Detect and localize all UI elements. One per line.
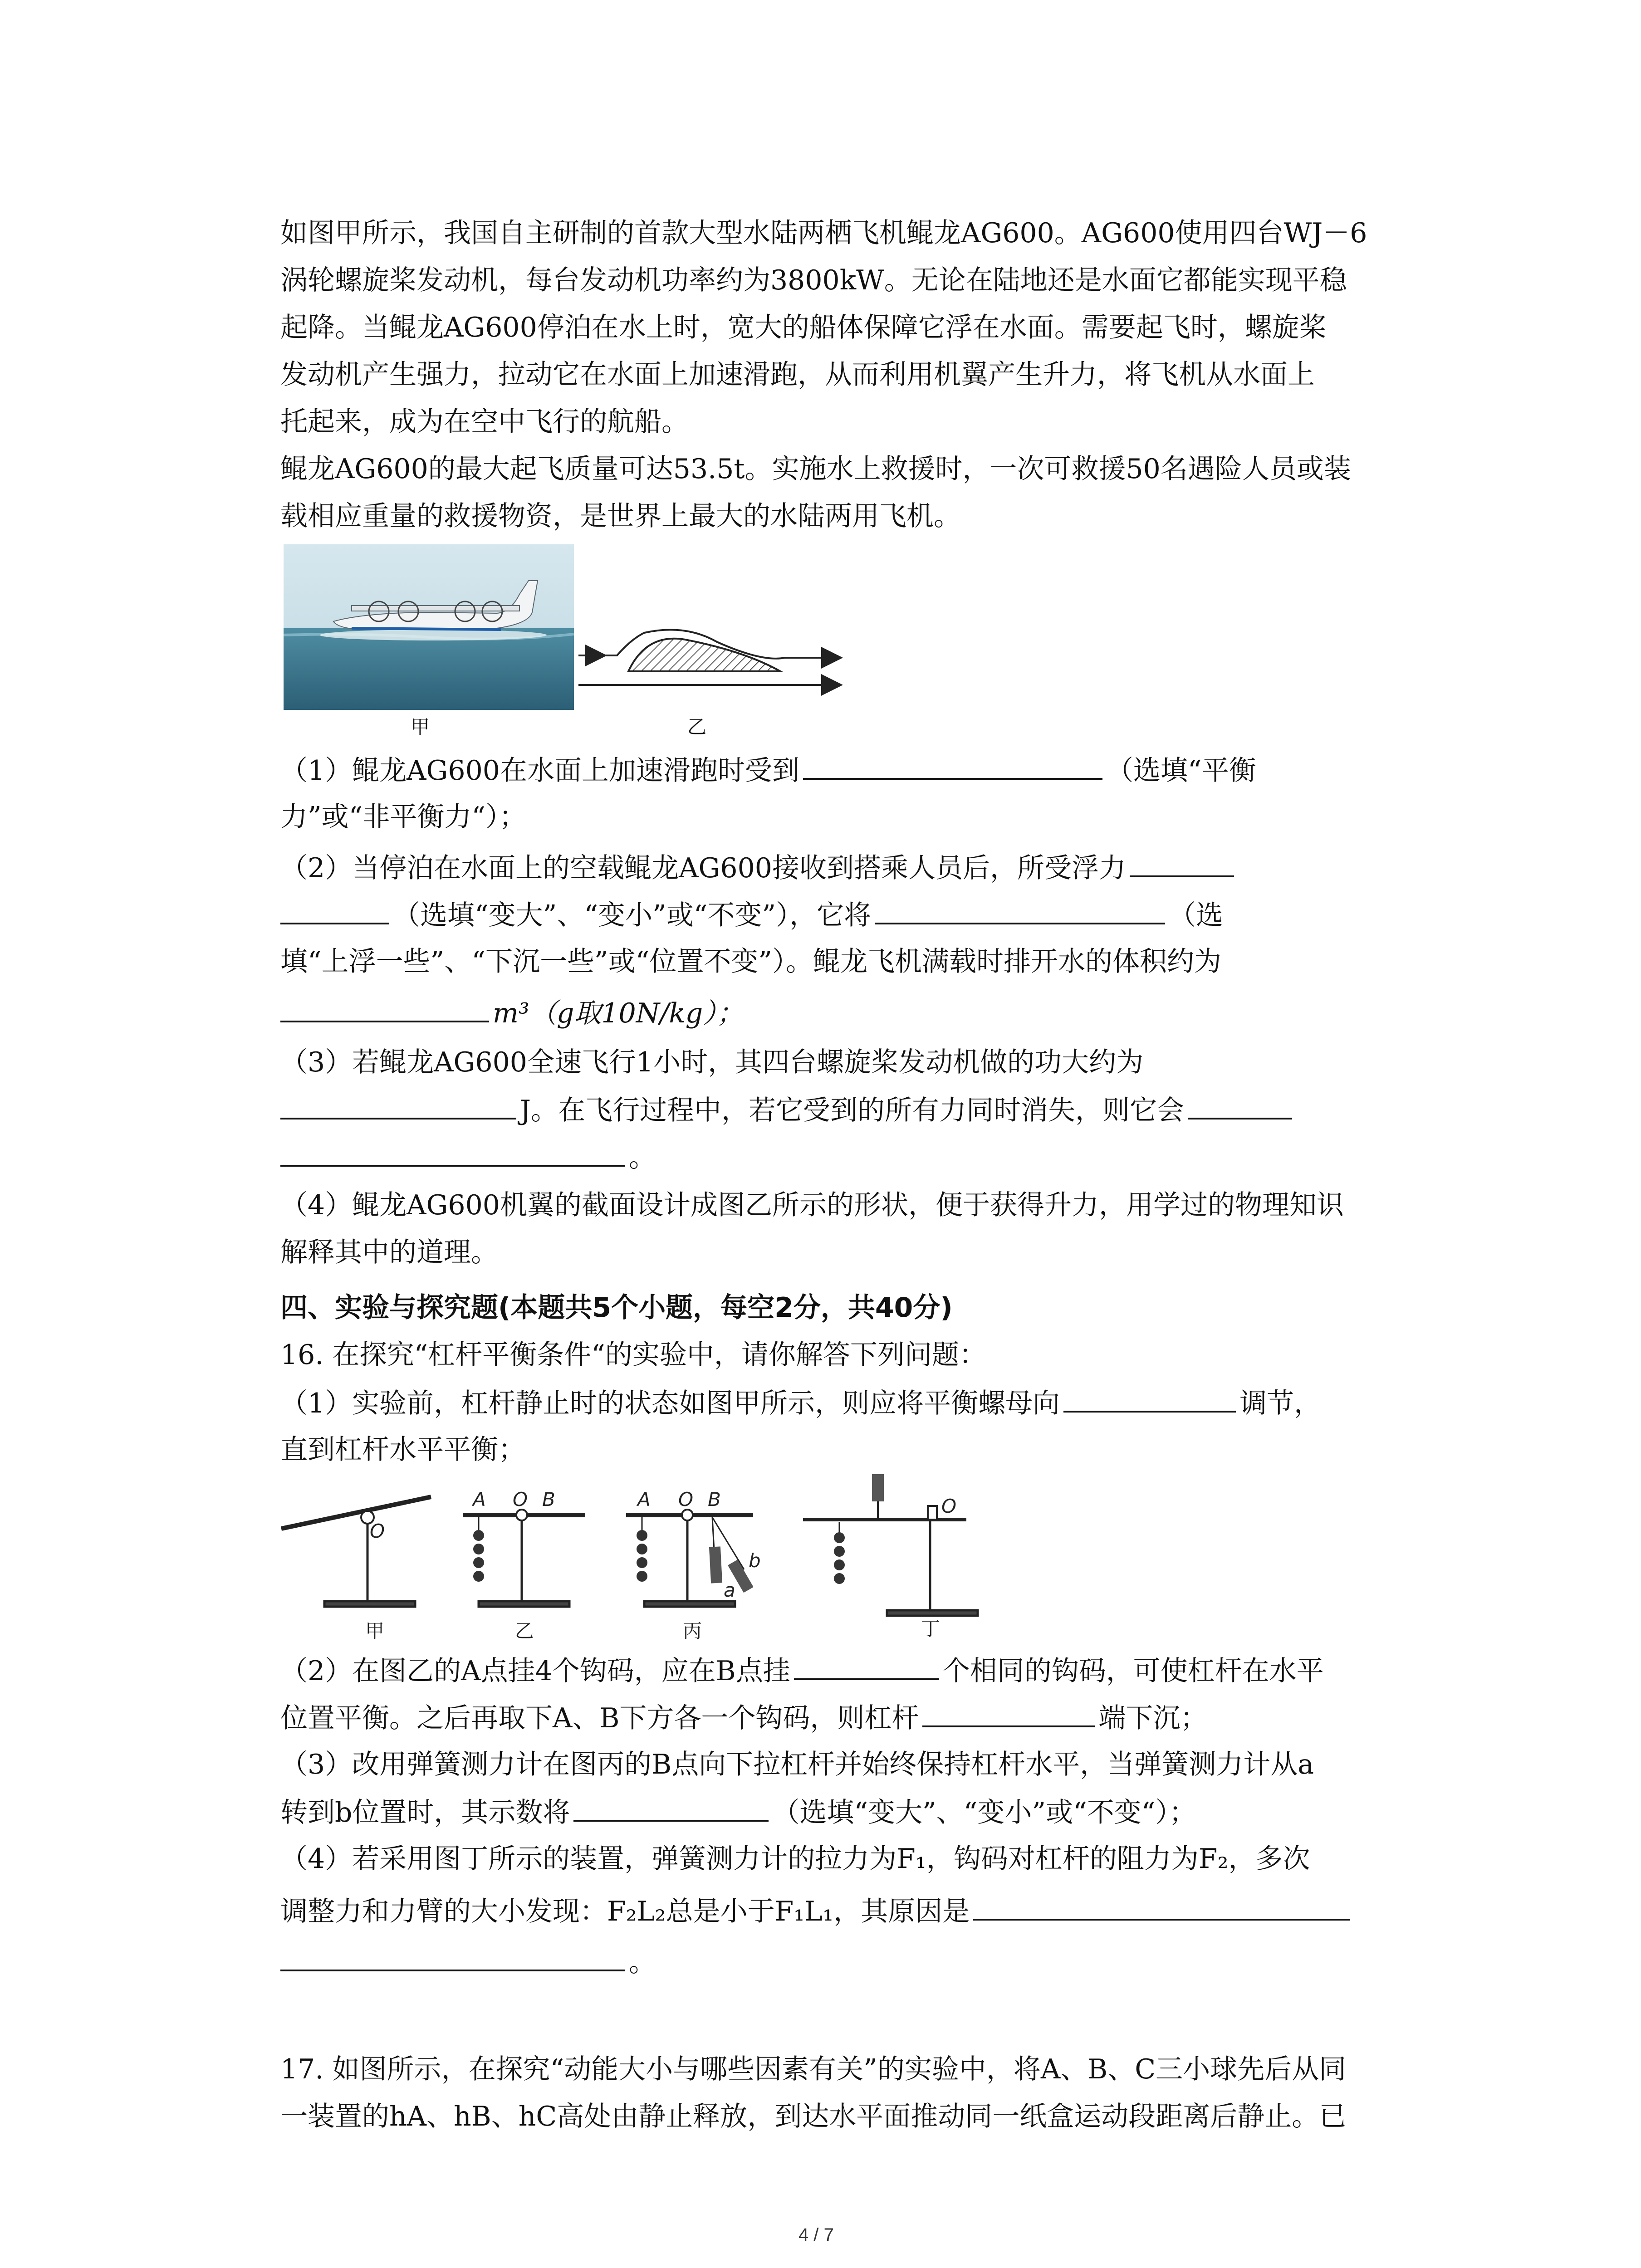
q16-part4-line1: （4）若采用图丁所示的装置，弹簧测力计的拉力为F₁，钩码对杠杆的阻力为F₂，多次 bbox=[280, 1843, 1310, 1875]
intro-line-6: 鲲龙AG600的最大起飞质量可达53.5t。实施水上救援时，一次可救援50名遇险人员或装 bbox=[280, 453, 1351, 485]
q16-part3-line2: 转到b位置时，其示数将 （选填“变大”、“变小”或“不变“）； bbox=[280, 1788, 1196, 1836]
q16-part2-line2: 位置平衡。之后再取下A、B下方各一个钩码，则杠杆 端下沉； bbox=[280, 1694, 1207, 1742]
q17-line1: 17. 如图所示，在探究“动能大小与哪些因素有关”的实验中，将A、B、C三小球先后从同 bbox=[280, 2053, 1347, 2085]
lever-figures bbox=[277, 1474, 1003, 1647]
q15-part1-line1: （1）鲲龙AG600在水面上加速滑跑时受到 （选填“平衡 bbox=[280, 746, 1256, 794]
q15-part2-line2: （选填“变大”、“变小”或“不变”），它将 （选 bbox=[280, 891, 1223, 939]
intro-line-1: 如图甲所示，我国自主研制的首款大型水陆两栖飞机鲲龙AG600。AG600使用四台WJ－6 bbox=[280, 217, 1367, 249]
label-O-fig3: O bbox=[678, 1488, 694, 1510]
q15-part3-line1: （3）若鲲龙AG600全速飞行1小时，其四台螺旋桨发动机做的功大约为 bbox=[280, 1046, 1144, 1078]
answer-blank[interactable] bbox=[280, 989, 489, 1022]
answer-blank[interactable] bbox=[280, 1133, 625, 1167]
q15-part2-line4: m³（g取10N/kg）； bbox=[280, 989, 744, 1037]
fig15-caption-jia: 甲 bbox=[411, 716, 430, 738]
answer-blank[interactable] bbox=[573, 1788, 769, 1822]
fig16-caption-ding: 丁 bbox=[921, 1618, 941, 1640]
answer-blank[interactable] bbox=[1188, 1086, 1292, 1119]
label-A-fig3: A bbox=[637, 1488, 651, 1510]
answer-blank[interactable] bbox=[1130, 844, 1234, 877]
answer-blank[interactable] bbox=[922, 1694, 1095, 1727]
label-B-fig2: B bbox=[542, 1488, 555, 1510]
q16-part4-line3: 。 bbox=[280, 1938, 656, 1986]
q16-part2-line1: （2）在图乙的A点挂4个钩码，应在B点挂 个相同的钩码，可使杠杆在水平 bbox=[280, 1647, 1324, 1695]
q16-part1-line2: 直到杠杆水平平衡； bbox=[280, 1434, 525, 1466]
fig16-caption-yi: 乙 bbox=[515, 1620, 534, 1642]
q15-part4-line1: （4）鲲龙AG600机翼的截面设计成图乙所示的形状，便于获得升力，用学过的物理知识 bbox=[280, 1189, 1344, 1221]
label-O-fig2: O bbox=[513, 1488, 528, 1510]
fig15-caption-yi: 乙 bbox=[687, 716, 707, 738]
label-A-fig2: A bbox=[473, 1488, 486, 1510]
q15-part2-line1: （2）当停泊在水面上的空载鲲龙AG600接收到搭乘人员后，所受浮力 bbox=[280, 844, 1238, 892]
answer-blank[interactable] bbox=[1063, 1379, 1236, 1413]
label-O-fig1: O bbox=[370, 1520, 385, 1542]
q15-part4-line2: 解释其中的道理。 bbox=[280, 1237, 498, 1268]
fig16-caption-jia: 甲 bbox=[365, 1620, 385, 1642]
seaplane-photo bbox=[284, 544, 574, 710]
answer-blank[interactable] bbox=[794, 1647, 939, 1680]
intro-line-5: 托起来，成为在空中飞行的航船。 bbox=[280, 406, 689, 438]
label-a-fig3: a bbox=[724, 1579, 735, 1601]
q15-part3-line2: J。在飞行过程中，若它受到的所有力同时消失，则它会 bbox=[280, 1086, 1296, 1134]
q16-part3-line1: （3）改用弹簧测力计在图丙的B点向下拉杠杆并始终保持杠杆水平，当弹簧测力计从a bbox=[280, 1749, 1314, 1780]
intro-line-3: 起降。当鲲龙AG600停泊在水上时，宽大的船体保障它浮在水面。需要起飞时，螺旋桨 bbox=[280, 312, 1327, 343]
answer-blank[interactable] bbox=[280, 1086, 516, 1119]
q16-stem: 16. 在探究“杠杆平衡条件“的实验中，请你解答下列问题： bbox=[280, 1339, 986, 1371]
label-O-fig4: O bbox=[941, 1495, 957, 1517]
q15-part2-line3: 填“上浮一些”、“下沉一些”或“位置不变”）。鲲龙飞机满载时排开水的体积约为 bbox=[280, 946, 1222, 978]
answer-blank[interactable] bbox=[875, 891, 1165, 924]
q15-part3-line3: 。 bbox=[280, 1133, 656, 1181]
intro-line-2: 涡轮螺旋桨发动机，每台发动机功率约为3800kW。无论在陆地还是水面它都能实现平稳 bbox=[280, 264, 1347, 296]
label-B-fig3: B bbox=[708, 1488, 721, 1510]
q16-part4-line2: 调整力和力臂的大小发现：F₂L₂总是小于F₁L₁，其原因是 bbox=[280, 1887, 1353, 1935]
answer-blank[interactable] bbox=[280, 891, 389, 924]
intro-line-7: 载相应重量的救援物资，是世界上最大的水陆两用飞机。 bbox=[280, 500, 961, 532]
page-number: 4 / 7 bbox=[798, 2225, 834, 2245]
label-b-fig3: b bbox=[749, 1549, 761, 1572]
wing-cross-section-diagram bbox=[572, 615, 844, 696]
section-heading: 四、实验与探究题(本题共5个小题，每空2分，共40分) bbox=[280, 1292, 953, 1324]
answer-blank[interactable] bbox=[973, 1887, 1350, 1921]
answer-blank[interactable] bbox=[280, 1938, 625, 1971]
answer-blank[interactable] bbox=[803, 746, 1102, 780]
q15-part1-line2: 力”或“非平衡力“）； bbox=[280, 801, 527, 833]
fig16-caption-bing: 丙 bbox=[683, 1620, 702, 1642]
q16-part1-line1: （1）实验前，杠杆静止时的状态如图甲所示，则应将平衡螺母向 调节， bbox=[280, 1379, 1321, 1427]
q17-line2: 一装置的hA、hB、hC高处由静止释放，到达水平面推动同一纸盒运动段距离后静止。已 bbox=[280, 2101, 1347, 2132]
intro-line-4: 发动机产生强力，拉动它在水面上加速滑跑，从而利用机翼产生升力，将飞机从水面上 bbox=[280, 359, 1315, 391]
